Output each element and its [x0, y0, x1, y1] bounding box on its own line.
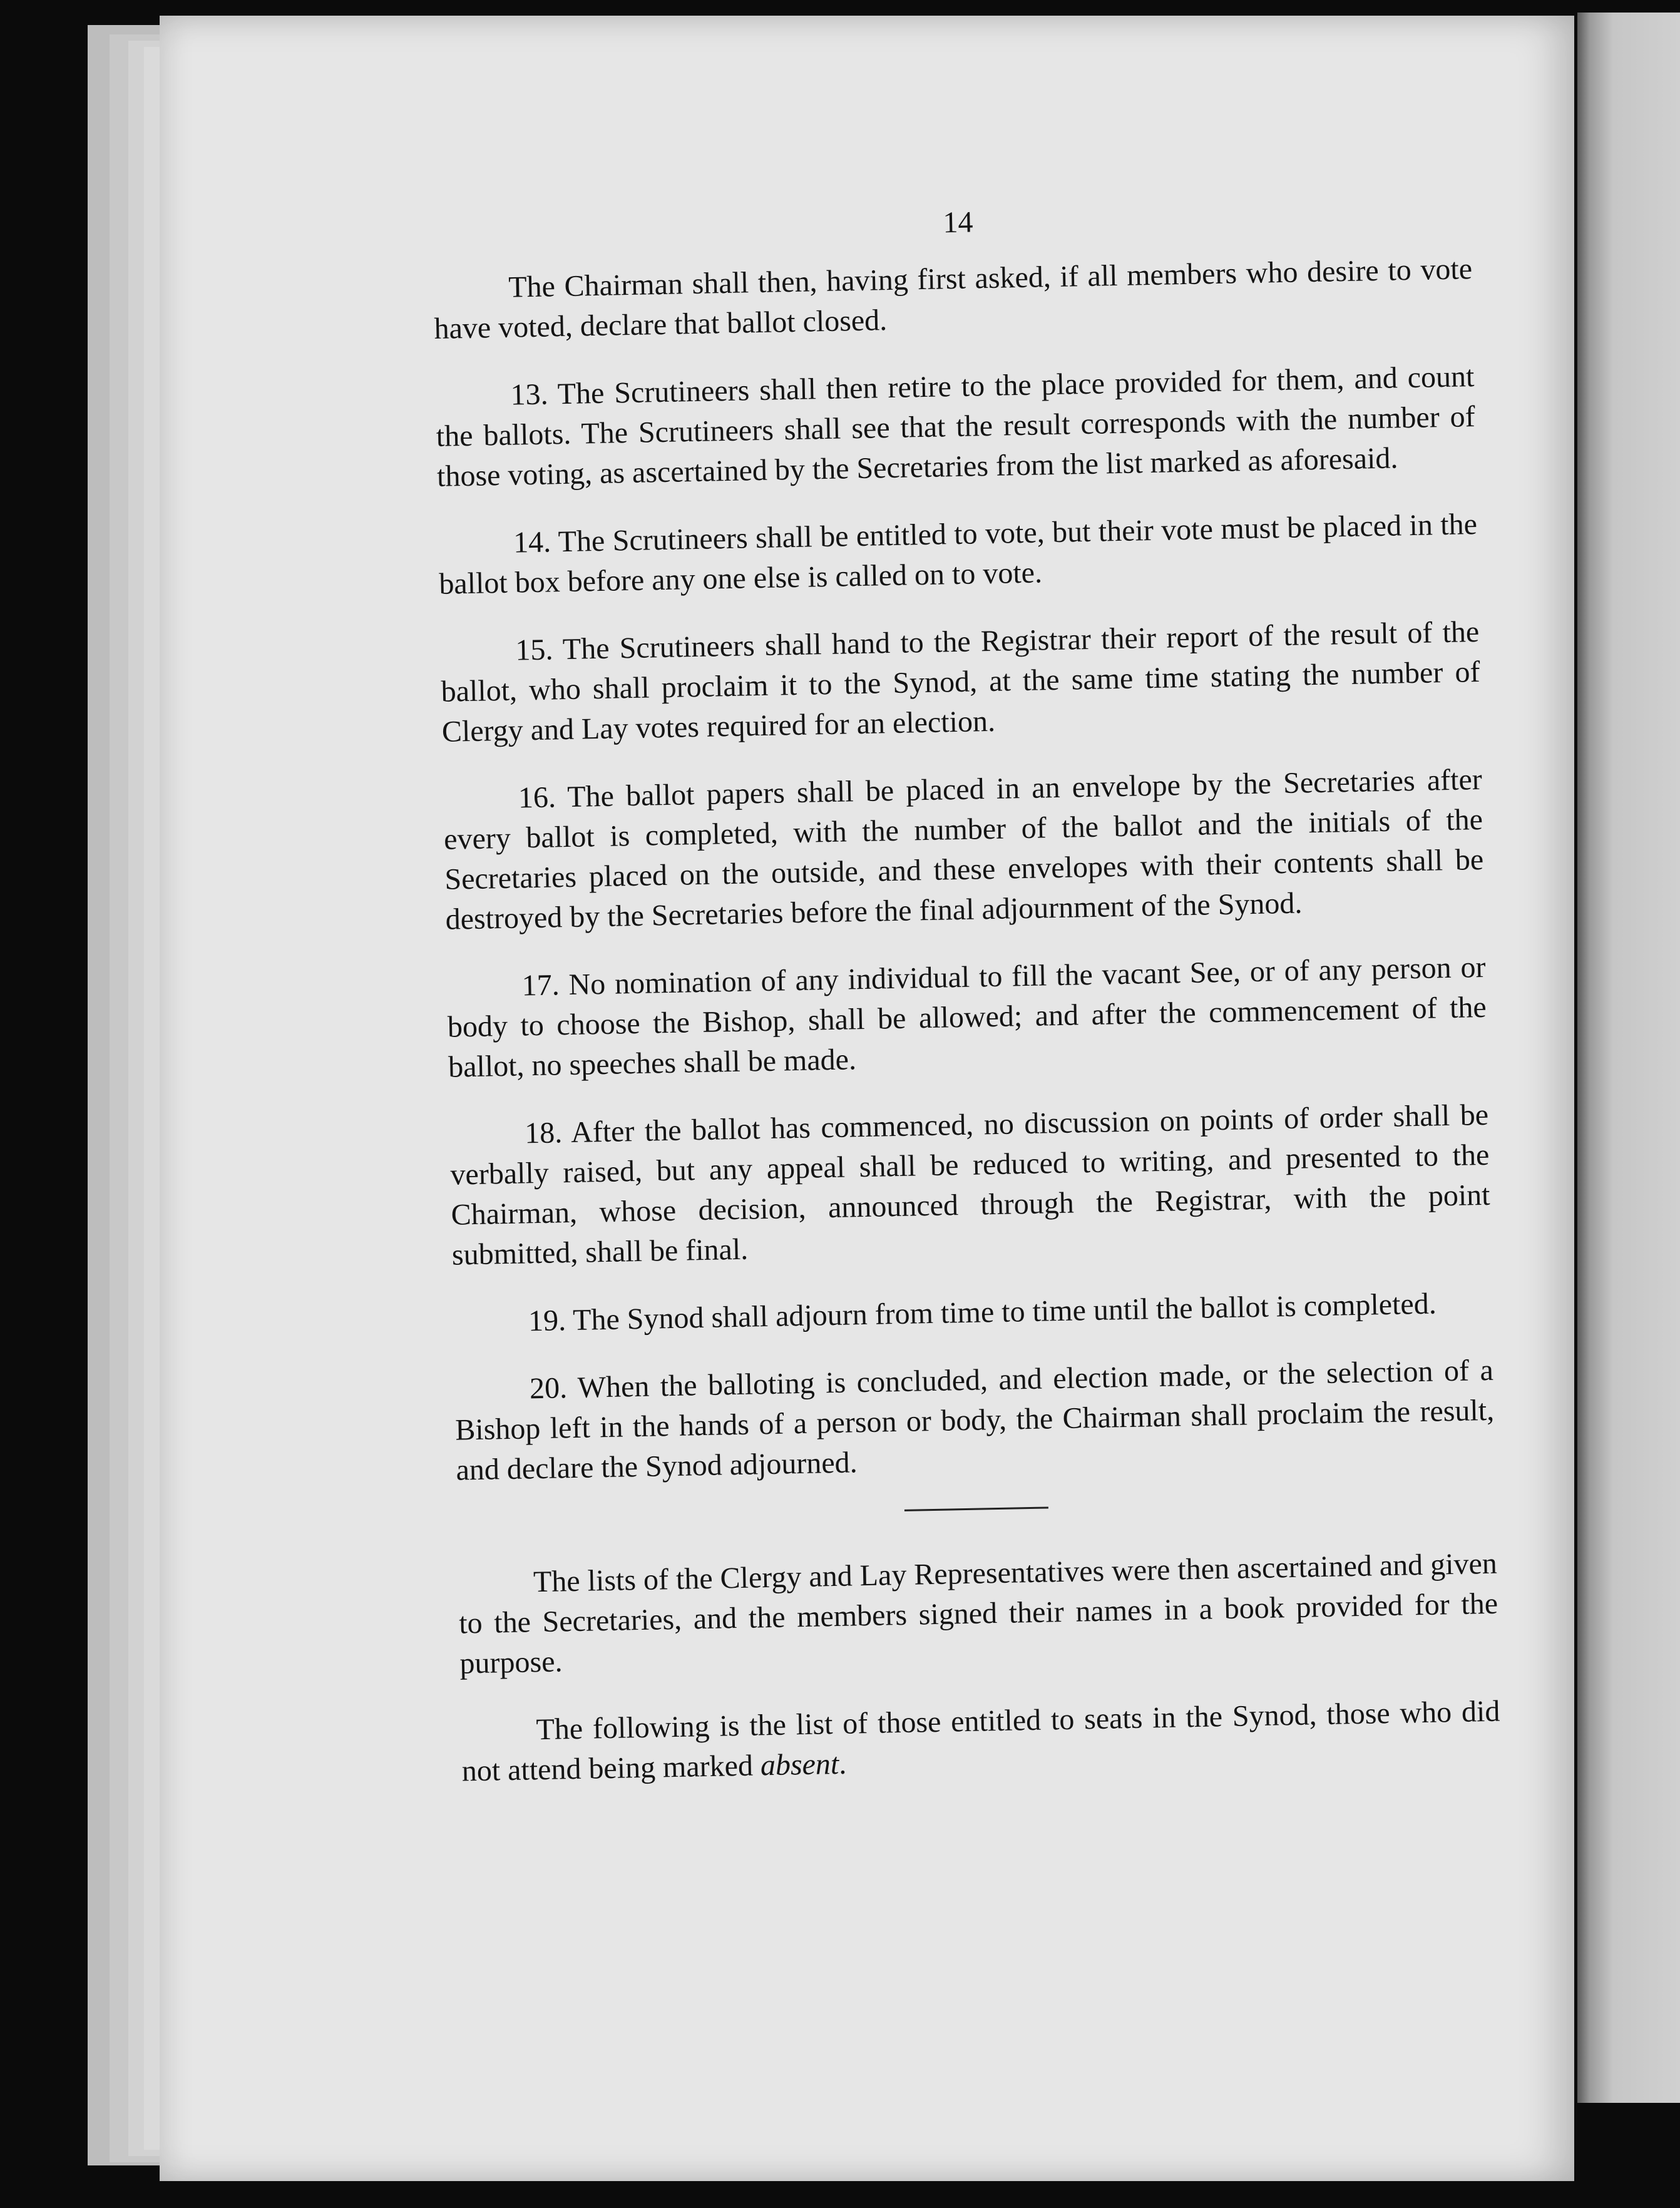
paragraph: 18. After the ballot has commenced, no discussion on points of order shall be verbally raised, but any appeal shall be reduced to writing, and presented to the Chairman, whose decision, announced through the Registrar, with the point submitted, shall be final. [450, 1098, 1490, 1272]
paragraph: The lists of the Clergy and Lay Representatives were then ascertained and given to the Secretaries, and the members signed their names in a book provided for the purpose. [458, 1546, 1498, 1680]
section-divider [904, 1506, 1048, 1511]
absent-italic: absent [760, 1747, 839, 1782]
final-paragraph-text: The following is the list of those entitled to seats in the Synod, those who did not attend being marked [461, 1694, 1500, 1788]
paragraph: 16. The ballot papers shall be placed in an envelope by the Secretaries after every ballot is completed, with the number of the ballot and the initials of the Secretaries placed on the outside, and these envelopes with their contents shall be destroyed by the Secretaries before the final adjournment of the Synod. [443, 762, 1484, 936]
paragraph: 15. The Scrutineers shall hand to the Registrar their report of the result of the ballot, who shall proclaim it to the Synod, at the same time stating the number of Clergy and Lay votes required for an election. [441, 615, 1480, 749]
paragraph: 13. The Scrutineers shall then retire to the place provided for them, and count the ballots. The Scrutineers shall see that the result corresponds with the number of those voting, as ascertained by the Secretaries from the list marked as aforesaid. [436, 360, 1476, 493]
final-paragraph-end: . [838, 1747, 847, 1781]
paragraph: 19. The Synod shall adjourn from time to time until the ballot is completed. [528, 1287, 1437, 1338]
paragraph: 14. The Scrutineers shall be entitled to vote, but their vote must be placed in the ballot box before any one else is called on to vote. [438, 508, 1478, 601]
page-number: 14 [942, 205, 973, 240]
paragraph: 20. When the balloting is concluded, and election made, or the selection of a Bishop left in the hands of a person or body, the Chairman shall proclaim the result, and declare the Synod adjourned. [454, 1353, 1495, 1487]
adjacent-page [1577, 13, 1680, 2103]
page-text [432, 193, 1502, 1819]
final-paragraph [461, 1692, 1501, 1792]
paragraph: 17. No nomination of any individual to fill the vacant See, or of any person or body to choose the Bishop, shall be allowed; and after the commencement of the ballot, no speeches shall be made. [447, 950, 1487, 1084]
paragraph: The Chairman shall then, having first asked, if all members who desire to vote have voted, declare that ballot closed. [434, 252, 1473, 345]
